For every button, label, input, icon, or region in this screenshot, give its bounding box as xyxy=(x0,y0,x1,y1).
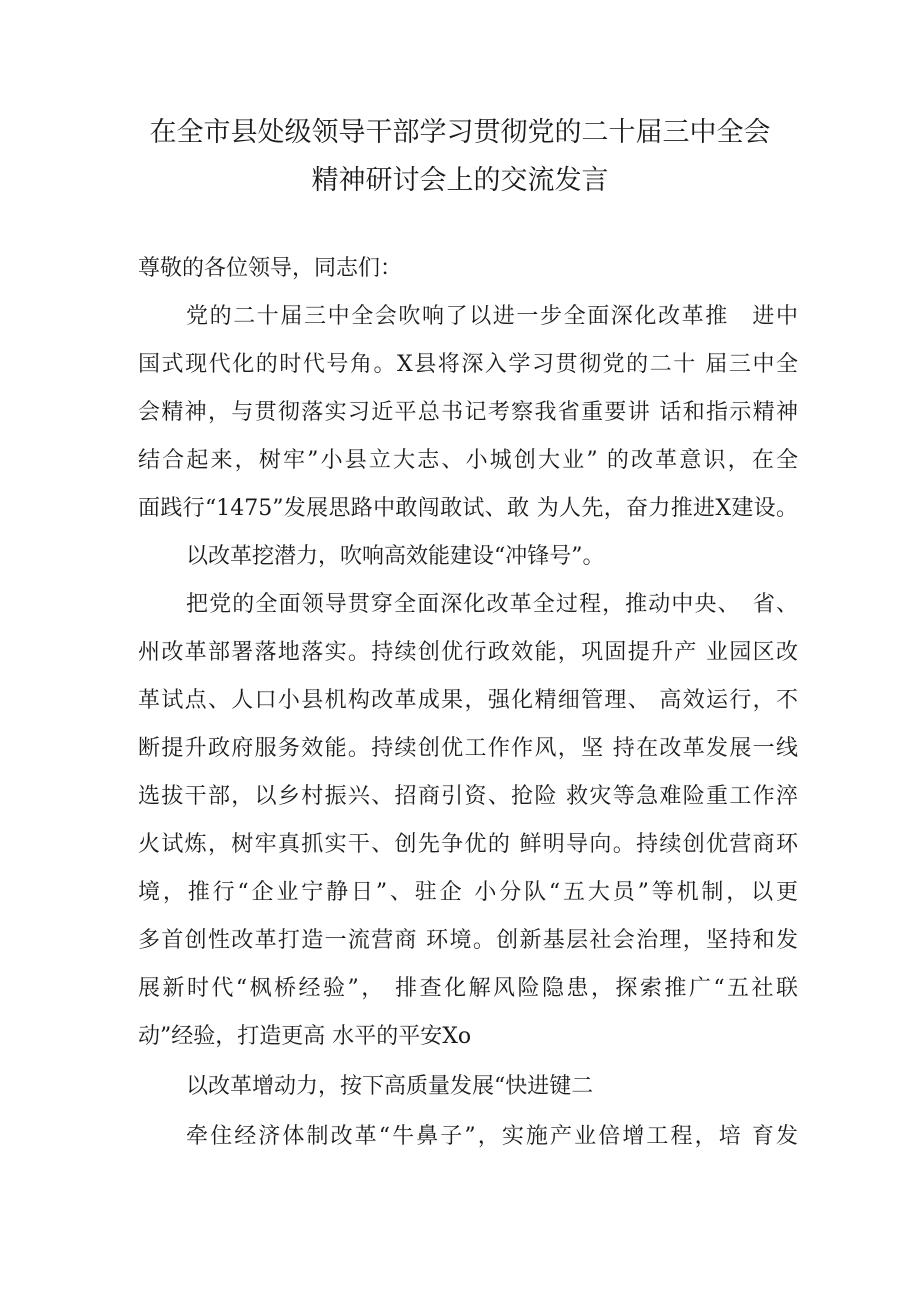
paragraph-line: 动”经验，打造更高 水平的平安Xo xyxy=(138,1024,472,1049)
paragraph-line: 把党的全面领导贯穿全面深化改革全过程，推动中央、 省、 xyxy=(186,592,798,617)
paragraph-line: 会精神，与贯彻落实习近平总书记考察我省重要讲 话和指示精神 xyxy=(138,400,798,425)
document-title-line-2: 精神研讨会上的交流发言 xyxy=(311,165,609,196)
paragraph-line: 州改革部署落地落实。持续创优行政效能，巩固提升产 业园区改 xyxy=(138,640,798,665)
salutation: 尊敬的各位领导，同志们： xyxy=(138,256,403,281)
paragraph-line: 境，推行“企业宁静日”、驻企 小分队“五大员”等机制，以更 xyxy=(138,880,798,905)
paragraph-line: 多首创性改革打造一流营商 环境。创新基层社会治理，坚持和发 xyxy=(138,928,798,953)
paragraph-line: 结合起来，树牢”小县立大志、小城创大业” 的改革意识，在全 xyxy=(138,448,798,473)
paragraph-line: 火试炼，树牢真抓实干、创先争优的 鲜明导向。持续创优营商环 xyxy=(138,832,798,857)
section-heading: 以改革挖潜力，吹响高效能建设“冲锋号”。 xyxy=(186,544,605,569)
paragraph-line: 断提升政府服务效能。持续创优工作作风，坚 持在改革发展一线 xyxy=(138,736,798,761)
paragraph-line: 面践行“1475”发展思路中敢闯敢试、敢 为人先，奋力推进X建设。 xyxy=(138,496,798,521)
paragraph-line: 革试点、人口小县机构改革成果，强化精细管理、 高效运行，不 xyxy=(138,688,798,713)
paragraph-line: 牵住经济体制改革“牛鼻子”，实施产业倍增工程，培 育发 xyxy=(186,1124,798,1149)
paragraph-line: 展新时代“枫桥经验”， 排查化解风险隐患，探索推广“五社联 xyxy=(138,976,798,1001)
paragraph-line: 党的二十届三中全会吹响了以进一步全面深化改革推 进中 xyxy=(186,304,798,329)
paragraph-line: 选拔干部，以乡村振兴、招商引资、抢险 救灾等急难险重工作淬 xyxy=(138,784,798,809)
section-heading: 以改革增动力，按下高质量发展“快进键二 xyxy=(186,1074,594,1099)
paragraph-line: 国式现代化的时代号角。X县将深入学习贯彻党的二十 届三中全 xyxy=(138,352,798,377)
document-title-line-1: 在全市县处级领导干部学习贯彻党的二十届三中全会 xyxy=(149,117,771,148)
